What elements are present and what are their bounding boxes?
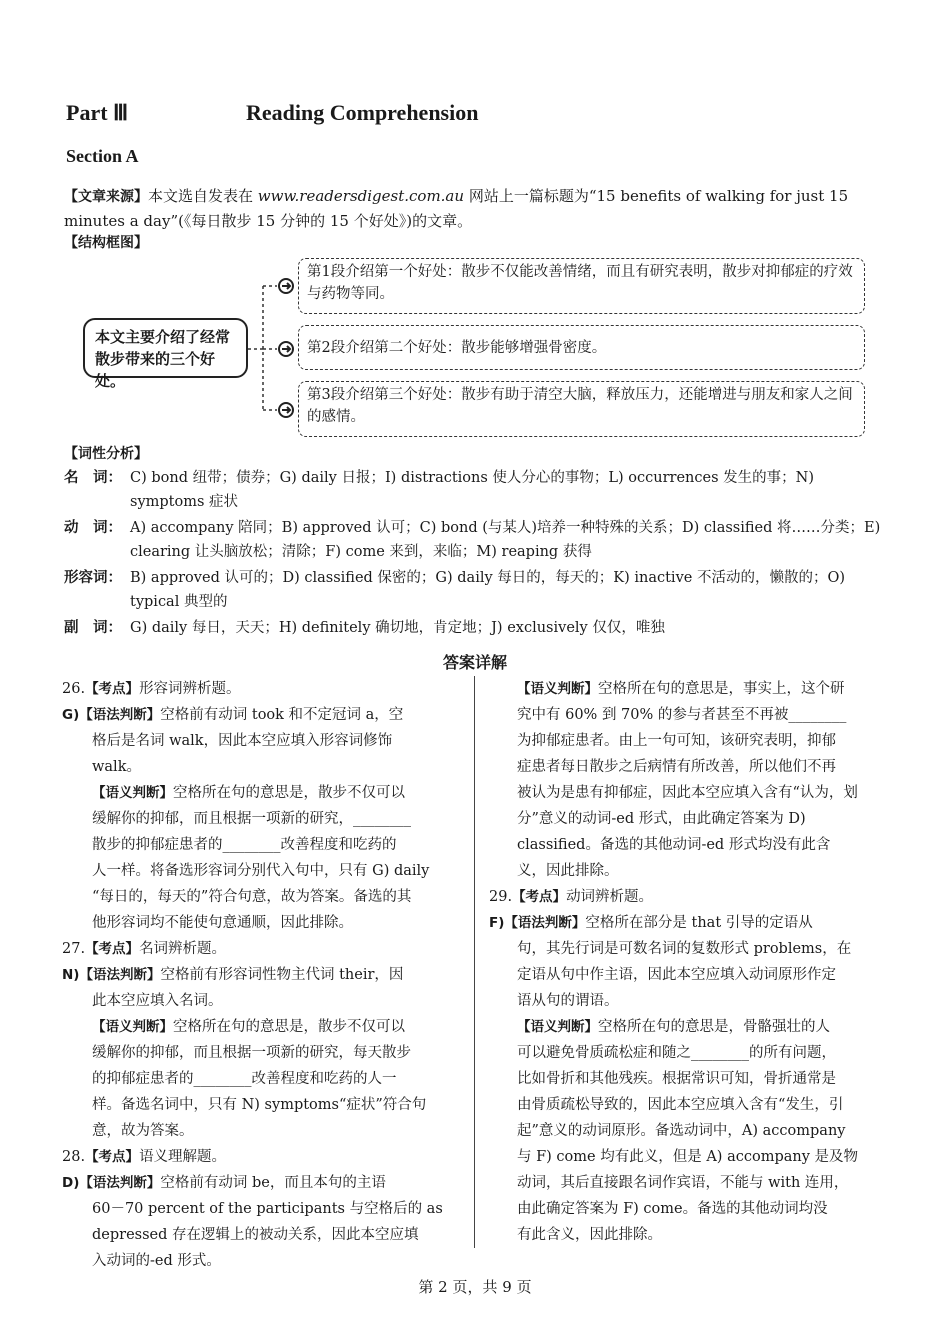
source-label: 【文章来源】 [64, 189, 148, 205]
q28-sem-line: 症患者每日散步之后病情有所改善，所以他们不再 [517, 759, 836, 775]
adv-label: 副 词： [64, 620, 122, 636]
q29-sem-line: 可以避免骨质疏松症和随之________的所有问题， [517, 1045, 836, 1061]
q26-sem-line: 人一样。将备选形容词分别代入句中，只有 G) daily [92, 863, 430, 879]
structure-connectors [245, 270, 305, 420]
q29-sem-line: 由此确定答案为 F) come。备选的其他动词均没 [517, 1201, 828, 1217]
q27-kaodian: 27.【考点】名词辨析题。 [62, 941, 227, 957]
noun-text: C) bond 纽带；债券；G) daily 日报；I) distractions 使人分心的事物；L) occurrences 发生的事；N) symptoms 症状 [130, 470, 814, 510]
word-class-adv [64, 616, 889, 640]
q27-sem-line: 【语义判断】空格所在句的意思是，散步不仅可以 [92, 1019, 405, 1035]
adv-text: G) daily 每日，天天；H) definitely 确切地，肯定地；J) exclusively 仅仅，唯独 [130, 620, 665, 636]
column-divider [474, 676, 475, 1248]
q26-sem-line: 缓解你的抑郁，而且根据一项新的研究，________ [92, 811, 411, 827]
q27-sem-line: 缓解你的抑郁，而且根据一项新的研究，每天散步 [92, 1045, 411, 1061]
q28-sem-line: 为抑郁症患者。由上一句可知，该研究表明，抑郁 [517, 733, 836, 749]
q28-sem-line: 分”意义的动词-ed 形式，由此确定答案为 D) [517, 811, 806, 827]
part-heading: Reading Comprehension [246, 100, 479, 125]
q26-gram-line: 格后是名词 walk，因此本空应填入形容词修饰 [92, 733, 393, 749]
q29-sem-line: 起”意义的动词原形。备选动词中，A) accompany [517, 1123, 846, 1139]
article-source [64, 184, 889, 233]
q29-sem-line: 与 F) come 均有此义，但是 A) accompany 是及物 [517, 1149, 859, 1165]
q28-sem-line: 义，因此排除。 [517, 863, 619, 879]
paragraph-1-box: 第1段介绍第一个好处：散步不仅能改善情绪，而且有研究表明，散步对抑郁症的疗效与药物等同。 [298, 258, 865, 314]
verb-label: 动 词： [64, 520, 122, 536]
source-text-2: 网站上一篇标题为“15 benefits of walking for just 15 minutes a day”(《每日散步 15 分钟的 15 个好处》)的文章。 [64, 187, 849, 230]
q29-sem-line: 由骨质疏松导致的，因此本空应填入含有“发生，引 [517, 1097, 844, 1113]
q26-kaodian: 26.【考点】形容词辨析题。 [62, 681, 241, 697]
arrow-circle-icon [279, 342, 293, 356]
section-title: Section A [66, 146, 139, 166]
q26-sem-line: 【语义判断】空格所在句的意思是，散步不仅可以 [92, 785, 405, 801]
q27-gram-line: 此本空应填入名词。 [92, 993, 223, 1009]
paragraph-2-box: 第2段介绍第二个好处：散步能够增强骨密度。 [298, 325, 865, 370]
q28-sem-line: 被认为是患有抑郁症，因此本空应填入含有“认为，划 [517, 785, 858, 801]
adj-label: 形容词： [64, 570, 122, 586]
verb-text: A) accompany 陪同；B) approved 认可；C) bond (与某人)培养一种特殊的关系；D) classified 将……分类；E) clearing 让头脑放松；清除；F) come 来到，来临；M) reaping 获得 [130, 520, 881, 560]
q28-gram-line: depressed 存在逻辑上的被动关系，因此本空应填 [92, 1227, 419, 1243]
q28-gram-line: 60－70 percent of the participants 与空格后的 as [92, 1201, 443, 1217]
word-class-adj [64, 566, 889, 614]
answers-title: 答案详解 [442, 653, 507, 672]
paragraph-3-box: 第3段介绍第三个好处：散步有助于清空大脑，释放压力，还能增进与朋友和家人之间的感情。 [298, 381, 865, 437]
word-class-noun [64, 466, 889, 514]
q29-sem-line: 比如骨折和其他残疾。根据常识可知，骨折通常是 [517, 1071, 836, 1087]
q29-kaodian: 29.【考点】动词辨析题。 [489, 889, 654, 905]
q29-gram-line: F)【语法判断】空格所在部分是 that 引导的定语从 [489, 915, 813, 931]
q28-sem-line: 【语义判断】空格所在句的意思是，事实上，这个研 [517, 681, 845, 697]
source-text-1: 本文选自发表在 [148, 187, 254, 205]
q29-gram-line: 句，其先行词是可数名词的复数形式 problems，在 [517, 941, 852, 957]
noun-label: 名 词： [64, 470, 122, 486]
q28-sem-line: classified。备选的其他动词-ed 形式均没有此含 [517, 837, 831, 853]
q27-gram-line: N)【语法判断】空格前有形容词性物主代词 their，因 [62, 967, 404, 983]
q29-gram-line: 定语从句中作主语，因此本空应填入动词原形作定 [517, 967, 836, 983]
q28-sem-line: 究中有 60% 到 70% 的参与者甚至不再被________ [517, 707, 847, 723]
q29-gram-line: 语从句的谓语。 [517, 993, 619, 1009]
q29-sem-line: 有此含义，因此排除。 [517, 1227, 662, 1243]
structure-label: 【结构框图】 [64, 235, 148, 251]
q26-sem-line: “每日的，每天的”符合句意，故为答案。备选的其 [92, 889, 412, 905]
q29-sem-line: 动词，其后直接跟名词作宾语，不能与 with 连用， [517, 1175, 849, 1191]
q27-sem-line: 样。备选名词中，只有 N) symptoms“症状”符合句 [92, 1097, 427, 1113]
q27-sem-line: 意，故为答案。 [92, 1123, 194, 1139]
q26-gram-line: walk。 [92, 759, 141, 775]
q28-gram-line: D)【语法判断】空格前有动词 be，而且本句的主语 [62, 1175, 386, 1191]
summary-box: 本文主要介绍了经常散步带来的三个好处。 [83, 318, 248, 378]
q26-sem-line: 他形容词均不能使句意通顺，因此排除。 [92, 915, 353, 931]
source-site: www.readersdigest.com.au [257, 187, 465, 205]
arrow-circle-icon [279, 403, 293, 417]
q28-gram-line: 入动词的-ed 形式。 [92, 1253, 221, 1269]
word-class-verb [64, 516, 889, 564]
adj-text: B) approved 认可的；D) classified 保密的；G) daily 每日的，每天的；K) inactive 不活动的，懒散的；O) typical 典型的 [130, 570, 845, 610]
arrow-circle-icon [279, 279, 293, 293]
page-number: 第 2 页，共 9 页 [418, 1278, 532, 1296]
q27-sem-line: 的抑郁症患者的________改善程度和吃药的人一 [92, 1071, 397, 1087]
q26-sem-line: 散步的抑郁症患者的________改善程度和吃药的 [92, 837, 397, 853]
part-title: Part Ⅲ [66, 100, 129, 125]
word-class-label: 【词性分析】 [64, 446, 148, 462]
q28-kaodian: 28.【考点】语义理解题。 [62, 1149, 227, 1165]
q29-sem-line: 【语义判断】空格所在句的意思是，骨骼强壮的人 [517, 1019, 830, 1035]
q26-gram-line: G)【语法判断】空格前有动词 took 和不定冠词 a，空 [62, 707, 404, 723]
